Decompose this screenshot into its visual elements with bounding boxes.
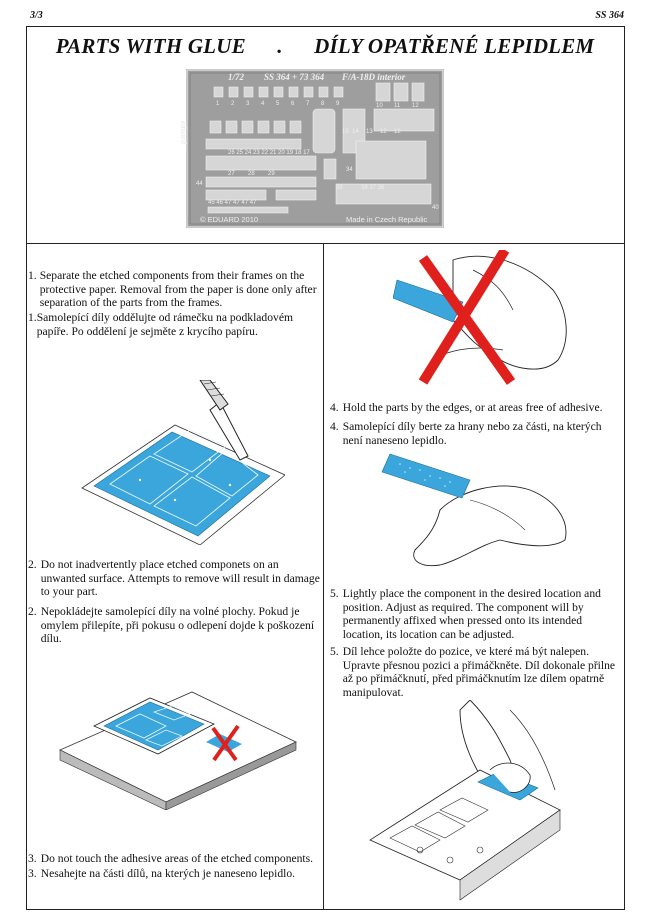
step-text: Separate the etched components from their frames on the protective paper. Removal from the paper is done only after separation of the parts from the frames. — [39, 269, 317, 310]
title-czech: DÍLY OPATŘENÉ LEPIDLEM — [314, 34, 595, 58]
step-5-cz — [330, 645, 623, 699]
step-text: Do not inadvertently place etched componets on an unwanted surface. Attempts to remove will result in damage to your part. — [40, 558, 320, 599]
step-text: Hold the parts by the edges, or at areas free of adhesive. — [342, 401, 603, 414]
step-2-cz — [28, 605, 322, 646]
step-number: 3. — [28, 867, 37, 880]
svg-text:15: 15 — [342, 129, 349, 135]
photo-etch-fret — [179, 69, 444, 228]
svg-text:10: 10 — [376, 103, 383, 109]
fret-codes: SS 364 + 73 364 — [264, 72, 325, 82]
step-3-en — [28, 852, 322, 866]
step-number: 5. — [330, 587, 339, 600]
step-number: 5. — [330, 645, 339, 658]
step-text: Do not touch the adhesive areas of the etched components. — [40, 852, 314, 865]
step-text: Lightly place the component in the desired location and position. Adjust as required. The component will by permanently affixed when pressed onto its intended location, its location can be adjusted. — [342, 587, 601, 641]
svg-text:34: 34 — [346, 167, 353, 173]
step-text: Nesahejte na části dílů, na kterých je naneseno lepidlo. — [40, 867, 296, 880]
step-number: 1. — [28, 311, 37, 324]
do-not-touch-illustration — [393, 250, 573, 390]
step-text: Samolepící díly berte za hrany nebo za části, na kterých není naneseno lepidlo. — [342, 420, 602, 447]
svg-text:4: 4 — [261, 101, 265, 107]
horizontal-divider — [26, 243, 625, 244]
svg-text:9: 9 — [336, 101, 340, 107]
fret-scale: 1/72 — [228, 72, 245, 82]
step-number: 3. — [28, 852, 37, 865]
step-number: 1. — [28, 269, 37, 282]
step-1-cz — [28, 311, 320, 338]
svg-text:12: 12 — [412, 103, 419, 109]
unwanted-surface-illustration — [58, 660, 298, 810]
svg-text:13: 13 — [366, 129, 373, 135]
step-text: Díl lehce položte do pozice, ve které má být nalepen. Upravte přesnou pozici a přimáčkněte. Díl dokonale přilne až po přimáčknutí, před přimáčknutím lze dílem opatrně manipulovat. — [342, 645, 616, 699]
cutting-parts-illustration — [80, 380, 285, 545]
hold-by-edges-illustration — [380, 450, 575, 570]
svg-text:12: 12 — [394, 129, 401, 135]
product-code: SS 364 — [595, 10, 624, 21]
svg-text:38 37 36: 38 37 36 — [361, 185, 385, 191]
svg-text:3: 3 — [246, 101, 250, 107]
svg-text:11: 11 — [394, 103, 401, 109]
fret-subject: F/A-18D interior — [342, 72, 406, 82]
fret-parts-drawing — [186, 69, 444, 228]
page-number: 3/3 — [30, 10, 43, 21]
vertical-divider — [323, 243, 324, 910]
fret-brand: eduard — [179, 121, 188, 145]
svg-text:5: 5 — [276, 101, 280, 107]
step-number: 4. — [330, 401, 339, 414]
svg-text:12: 12 — [380, 129, 387, 135]
svg-text:40: 40 — [432, 205, 439, 211]
step-text: Nepokládejte samolepící díly na volné plochy. Pokud je omylem přilepíte, při pokusu o odlepení dojde k poškození dílu. — [40, 605, 315, 646]
step-number: 4. — [330, 420, 339, 433]
svg-text:26 25 24 23 22 21 20 19 18 17: 26 25 24 23 22 21 20 19 18 17 — [228, 150, 310, 156]
svg-text:44: 44 — [196, 181, 203, 187]
step-5-en — [330, 587, 625, 641]
svg-text:7: 7 — [306, 101, 310, 107]
place-and-press-illustration — [360, 700, 570, 905]
svg-text:39: 39 — [336, 185, 343, 191]
step-number: 2. — [28, 605, 37, 618]
svg-text:1: 1 — [216, 101, 220, 107]
step-3-cz — [28, 867, 322, 881]
svg-text:8: 8 — [321, 101, 325, 107]
step-2-en — [28, 558, 322, 599]
fret-origin: Made in Czech Republic — [346, 215, 428, 224]
step-text: Samolepící díly oddělujte od rámečku na podkladovém papíře. Po oddělení je sejměte z krycího papíru. — [36, 311, 293, 338]
step-4-cz — [330, 420, 623, 447]
svg-text:14: 14 — [352, 129, 359, 135]
page-title — [30, 34, 620, 59]
title-english: PARTS WITH GLUE — [55, 34, 246, 58]
step-number: 2. — [28, 558, 37, 571]
svg-text:6: 6 — [291, 101, 295, 107]
title-separator: . — [277, 34, 283, 58]
svg-text:2: 2 — [231, 101, 235, 107]
svg-text:45 46 47 47 47 47: 45 46 47 47 47 47 — [208, 200, 257, 206]
svg-text:29: 29 — [268, 171, 275, 177]
step-4-en — [330, 401, 623, 415]
fret-copyright: © EDUARD 2010 — [200, 215, 259, 224]
svg-text:28: 28 — [248, 171, 255, 177]
step-1-en — [28, 269, 320, 310]
svg-text:27: 27 — [228, 171, 235, 177]
